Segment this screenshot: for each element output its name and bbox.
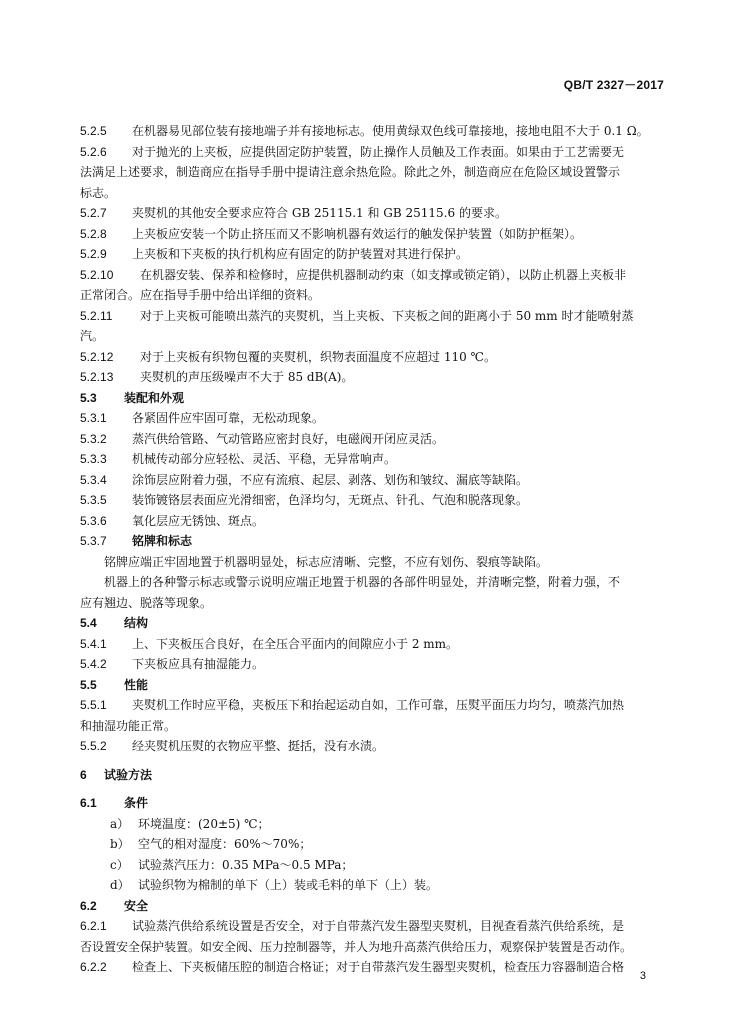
- clause-5-3-7-para-2: 机器上的各种警示标志或警示说明应端正地置于机器的各部件明显处，并清晰完整，附着力强，不: [104, 575, 621, 589]
- section-5-5-heading: [80, 675, 660, 696]
- list-item: [80, 875, 660, 896]
- section-5-4-heading: [80, 613, 660, 634]
- clause-5-2-9: [80, 244, 660, 265]
- list-item: [80, 855, 660, 876]
- clause-number: 6.2.2: [80, 960, 107, 974]
- chapter-6-heading: [80, 765, 660, 786]
- clause-5-3-1: [80, 408, 660, 429]
- clause-number: 5.4.2: [80, 657, 107, 671]
- clause-5-2-10-cont: [80, 285, 660, 306]
- chapter-title: 试验方法: [104, 767, 153, 782]
- clause-number: 5.3.6: [80, 513, 107, 528]
- clause-text: 机械传动部分应轻松、灵活、平稳，无异常响声。: [132, 452, 397, 466]
- clause-5-2-13: [80, 367, 660, 388]
- clause-5-5-1: [80, 695, 660, 716]
- clause-text: 对于抛光的上夹板，应提供固定防护装置，防止操作人员触及工作表面。如果由于工艺需要无: [132, 144, 625, 159]
- clause-number: 5.3.3: [80, 452, 107, 466]
- list-item: [80, 834, 660, 855]
- clause-5-2-6-cont: [80, 162, 660, 183]
- clause-5-2-8: [80, 224, 660, 245]
- page-number: 3: [639, 970, 646, 982]
- clause-number: 5.2.8: [80, 226, 107, 241]
- clause-text: 和抽湿功能正常。: [80, 718, 177, 733]
- clause-5-3-6: [80, 511, 660, 532]
- clause-text: 下夹板应具有抽湿能力。: [132, 657, 265, 671]
- clause-5-3-5: [80, 490, 660, 511]
- section-number: 5.4: [80, 616, 97, 630]
- clause-text: 法满足上述要求，制造商应在指导手册中提请注意余热危险。除此之外，制造商应在危险区域设置警示: [80, 165, 621, 179]
- clause-text: 上夹板和下夹板的执行机构应有固定的防护装置对其进行保护。: [132, 247, 469, 261]
- clause-text: 在机器易见部位装有接地端子并有接地标志。使用黄绿双色线可靠接地，接地电阻不大于 0.1 Ω。: [132, 124, 649, 138]
- clause-text: 经夹熨机压熨的衣物应平整、挺括，没有水渍。: [132, 739, 385, 753]
- clause-5-2-12: [80, 347, 660, 368]
- section-title: 安全: [124, 898, 149, 913]
- clause-text: 各紧固件应牢固可靠，无松动现象。: [132, 411, 325, 425]
- clause-5-3-7-para-2-cont: 应有翘边、脱落等现象。: [80, 595, 213, 610]
- clause-text: 汽。: [80, 329, 105, 343]
- clause-text: 在机器安装、保养和检修时，应提供机器制动约束（如支撑或锁定销），以防止机器上夹板非: [140, 267, 627, 282]
- section-number: 6.2: [80, 898, 97, 913]
- section-title: 装配和外观: [124, 390, 185, 405]
- clause-5-2-5: [80, 121, 660, 142]
- clause-text: 涂饰层应附着力强，不应有流痕、起层、剥落、划伤和皱纹、漏底等缺陷。: [132, 472, 529, 487]
- clause-number: 5.2.5: [80, 124, 107, 138]
- list-item-label: a）: [110, 816, 130, 831]
- list-item-label: c）: [110, 857, 129, 872]
- clause-text: 正常闭合。应在指导手册中给出详细的资料。: [80, 288, 321, 302]
- clause-5-4-2: [80, 654, 660, 675]
- clause-number: 5.2.13: [80, 370, 114, 384]
- clause-number: 5.3.5: [80, 493, 107, 507]
- clause-5-3-7-para-1: 铭牌应端正牢固地置于机器明显处，标志应清晰、完整，不应有划伤、裂痕等缺陷。: [104, 554, 549, 569]
- clause-title: 铭牌和标志: [132, 534, 193, 548]
- clause-text: 对于上夹板有织物包覆的夹熨机，织物表面温度不应超过 110 ℃。: [140, 349, 496, 364]
- clause-text: 蒸汽供给管路、气动管路应密封良好，电磁阀开闭应灵活。: [132, 431, 445, 446]
- clause-number: 5.3.2: [80, 431, 107, 446]
- clause-text: 试验蒸汽供给系统设置是否安全，对于自带蒸汽发生器型夹熨机，目视查看蒸汽供给系统，是: [132, 919, 625, 933]
- clause-text: 氧化层应无锈蚀、斑点。: [132, 513, 265, 528]
- clause-number: 5.5.2: [80, 739, 107, 753]
- chapter-number: 6: [80, 767, 87, 782]
- clause-number: 5.3.4: [80, 472, 107, 487]
- clause-number: 5.2.7: [80, 206, 107, 220]
- clause-5-3-2: [80, 429, 660, 450]
- section-6-2-heading: [80, 896, 660, 917]
- clause-5-5-1-cont: [80, 716, 660, 737]
- clause-text: 标志。: [80, 185, 117, 200]
- section-number: 6.1: [80, 796, 97, 810]
- clause-text: 上、下夹板压合良好，在全压合平面内的间隙应小于 2 mm。: [132, 636, 459, 651]
- list-item-label: b）: [110, 837, 130, 851]
- clause-text: 检查上、下夹板储压腔的制造合格证；对于自带蒸汽发生器型夹熨机，检查压力容器制造合格: [132, 960, 625, 974]
- clause-text: 对于上夹板可能喷出蒸汽的夹熨机，当上夹板、下夹板之间的距离小于 50 mm 时才能喷射蒸: [140, 308, 634, 323]
- section-title: 结构: [124, 616, 149, 630]
- clause-text: 上夹板应安装一个防止挤压而又不影响机器有效运行的触发保护装置（如防护框架）。: [132, 226, 583, 241]
- clause-5-2-10: [80, 265, 660, 286]
- clause-number: 5.2.9: [80, 247, 107, 261]
- section-6-1-heading: [80, 793, 660, 814]
- section-title: 条件: [124, 796, 149, 810]
- clause-text: 夹熨机工作时应平稳，夹板压下和抬起运动自如，工作可靠，压熨平面压力均匀，喷蒸汽加热: [132, 698, 625, 712]
- clause-5-4-1: [80, 634, 660, 655]
- clause-number: 5.3.7: [80, 534, 107, 548]
- document-body: [80, 121, 660, 978]
- clause-5-3-7-heading: [80, 531, 660, 552]
- section-title: 性能: [124, 677, 149, 692]
- clause-5-2-6-cont2: [80, 183, 660, 204]
- section-5-3-heading: [80, 388, 660, 409]
- clause-number: 5.2.11: [80, 308, 113, 323]
- list-item: [80, 814, 660, 835]
- list-item-label: d）: [110, 878, 130, 892]
- clause-number: 5.2.6: [80, 144, 107, 159]
- clause-5-3-4: [80, 470, 660, 491]
- clause-number: 5.2.12: [80, 349, 114, 364]
- clause-text: 否设置安全保护装置。如安全阀、压力控制器等，并人为地升高蒸汽供给压力，观察保护装置是否动作。: [80, 939, 633, 954]
- clause-number: 5.2.10: [80, 267, 114, 282]
- clause-number: 5.3.1: [80, 411, 107, 425]
- clause-number: 6.2.1: [80, 919, 107, 933]
- list-item-text: 空气的相对湿度：60%～70%；: [138, 837, 312, 851]
- clause-6-2-2: [80, 957, 660, 978]
- clause-5-2-11-cont: [80, 326, 660, 347]
- clause-6-2-1-cont: [80, 937, 660, 958]
- standard-code: QB/T 2327－2017: [563, 78, 664, 92]
- clause-number: 5.5.1: [80, 698, 107, 712]
- clause-5-2-11: [80, 306, 660, 327]
- clause-text: 夹熨机的声压级噪声不大于 85 dB(A)。: [140, 370, 354, 384]
- clause-5-5-2: [80, 736, 660, 757]
- section-number: 5.5: [80, 677, 97, 692]
- clause-5-2-6: [80, 142, 660, 163]
- list-item-text: 试验织物为棉制的单下（上）装或毛料的单下（上）装。: [138, 878, 439, 892]
- clause-5-3-3: [80, 449, 660, 470]
- clause-number: 5.4.1: [80, 636, 107, 651]
- list-item-text: 试验蒸汽压力：0.35 MPa～0.5 MPa；: [138, 857, 354, 872]
- clause-6-2-1: [80, 916, 660, 937]
- list-item-text: 环境温度：(20±5) ℃；: [138, 816, 270, 831]
- clause-text: 夹熨机的其他安全要求应符合 GB 25115.1 和 GB 25115.6 的要求。: [132, 206, 507, 220]
- clause-5-2-7: [80, 203, 660, 224]
- section-number: 5.3: [80, 390, 97, 405]
- clause-text: 装饰镀铬层表面应光滑细密，色泽均匀，无斑点、针孔、气泡和脱落现象。: [132, 493, 529, 507]
